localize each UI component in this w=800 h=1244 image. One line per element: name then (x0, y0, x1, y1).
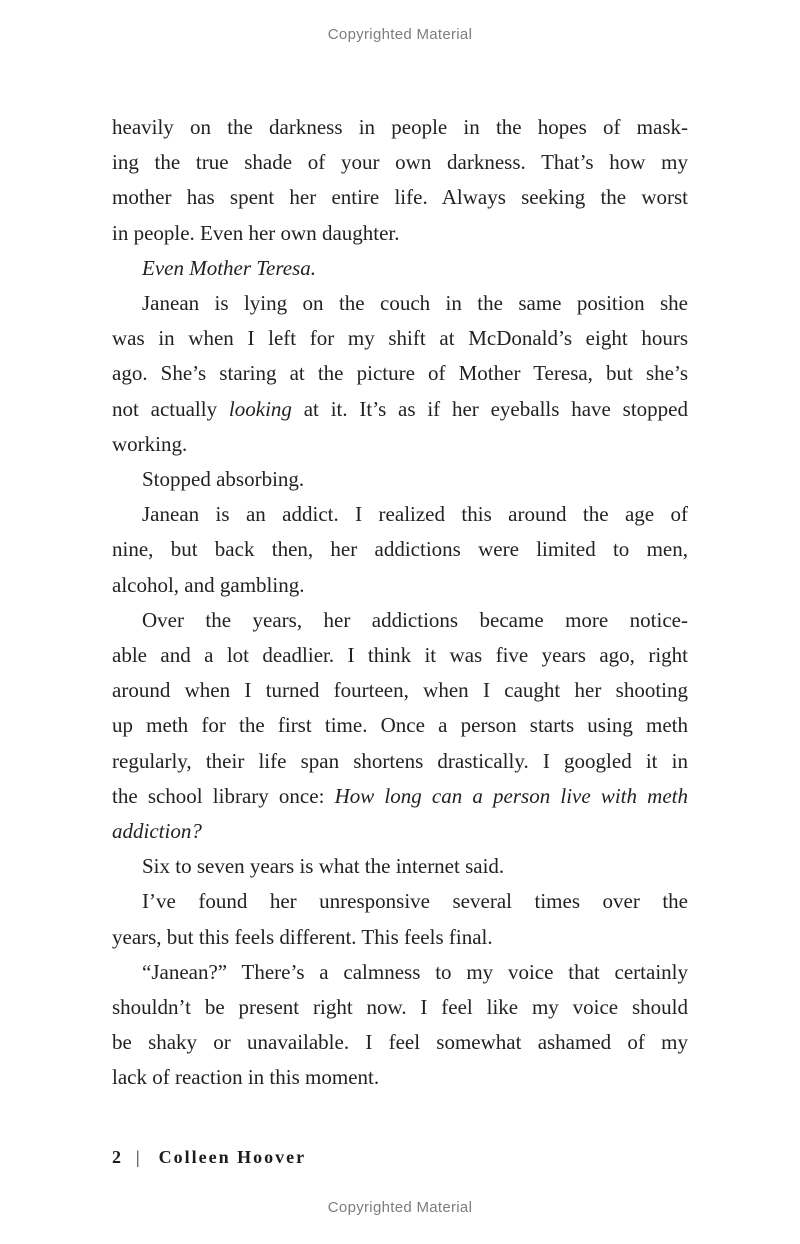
text-segment: lack of reaction in this moment. (112, 1065, 380, 1090)
text-line (112, 568, 688, 603)
text-line (112, 286, 688, 321)
text-segment: nine, but back then, her addictions were limited to men, (112, 537, 688, 562)
italic-text-segment: Even Mother Teresa. (142, 255, 316, 280)
text-line (112, 427, 688, 462)
text-segment: alcohol, and gambling. (112, 572, 305, 597)
text-line (112, 1025, 688, 1060)
text-line (112, 180, 688, 215)
text-segment: shouldn’t be present right now. I feel like my voice should (112, 995, 688, 1020)
text-line (112, 462, 688, 497)
text-line (112, 884, 688, 919)
text-segment: mother has spent her entire life. Always seeking the worst (112, 185, 688, 210)
text-line (112, 251, 688, 286)
text-segment: in people. Even her own daughter. (112, 220, 400, 245)
author-name: Colleen Hoover (158, 1147, 307, 1167)
text-segment: Over the years, her addictions became more notice- (142, 607, 688, 632)
text-line (112, 110, 688, 145)
text-segment: Six to seven years is what the internet said. (142, 854, 505, 879)
text-segment: ago. She’s staring at the picture of Mother Teresa, but she’s (112, 361, 688, 386)
text-line (112, 990, 688, 1025)
text-segment: ing the true shade of your own darkness. That’s how my (112, 150, 688, 175)
text-line (112, 849, 688, 884)
text-segment: the school library once: (112, 783, 335, 808)
text-segment: Janean is an addict. I realized this around the age of (142, 502, 688, 527)
text-line (112, 744, 688, 779)
text-segment: Janean is lying on the couch in the same position she (142, 291, 688, 316)
page-body-text (112, 110, 688, 1096)
text-segment: at it. It’s as if her eyeballs have stopped (291, 396, 688, 421)
text-segment: be shaky or unavailable. I feel somewhat ashamed of my (112, 1030, 688, 1055)
text-line (112, 603, 688, 638)
text-line (112, 216, 688, 251)
text-line (112, 673, 688, 708)
text-segment: heavily on the darkness in people in the hopes of mask- (112, 115, 688, 139)
text-line (112, 814, 688, 849)
copyright-notice-bottom: Copyrighted Material (327, 1199, 473, 1216)
italic-text-segment: looking (228, 396, 292, 421)
text-segment: years, but this feels different. This feels final. (112, 924, 493, 949)
text-line (112, 356, 688, 391)
italic-text-segment: How long can a person live with meth (334, 783, 688, 808)
text-segment: able and a lot deadlier. I think it was five years ago, right (112, 643, 688, 668)
text-segment: “Janean?” There’s a calmness to my voice that certainly (142, 959, 688, 984)
copyright-notice-top: Copyrighted Material (327, 26, 473, 43)
text-line (112, 497, 688, 532)
text-line (112, 920, 688, 955)
page-footer (112, 1147, 306, 1168)
text-segment: I’ve found her unresponsive several times over the (142, 889, 688, 914)
text-line (112, 638, 688, 673)
text-segment: up meth for the first time. Once a person starts using meth (112, 713, 688, 738)
text-line (112, 1060, 688, 1095)
text-line (112, 779, 688, 814)
text-line (112, 321, 688, 356)
text-segment: not actually (112, 396, 229, 421)
text-line (112, 145, 688, 180)
italic-text-segment: addiction? (112, 819, 202, 844)
text-segment: around when I turned fourteen, when I caught her shooting (112, 678, 688, 703)
text-line (112, 392, 688, 427)
text-segment: Stopped absorbing. (142, 467, 305, 492)
text-line (112, 532, 688, 567)
text-segment: working. (112, 431, 188, 456)
page-number: 2 (112, 1147, 122, 1167)
text-segment: was in when I left for my shift at McDonald’s eight hours (112, 326, 688, 351)
text-line (112, 955, 688, 990)
text-segment: regularly, their life span shortens drastically. I googled it in (112, 748, 688, 773)
text-line (112, 708, 688, 743)
footer-separator: | (136, 1147, 141, 1167)
